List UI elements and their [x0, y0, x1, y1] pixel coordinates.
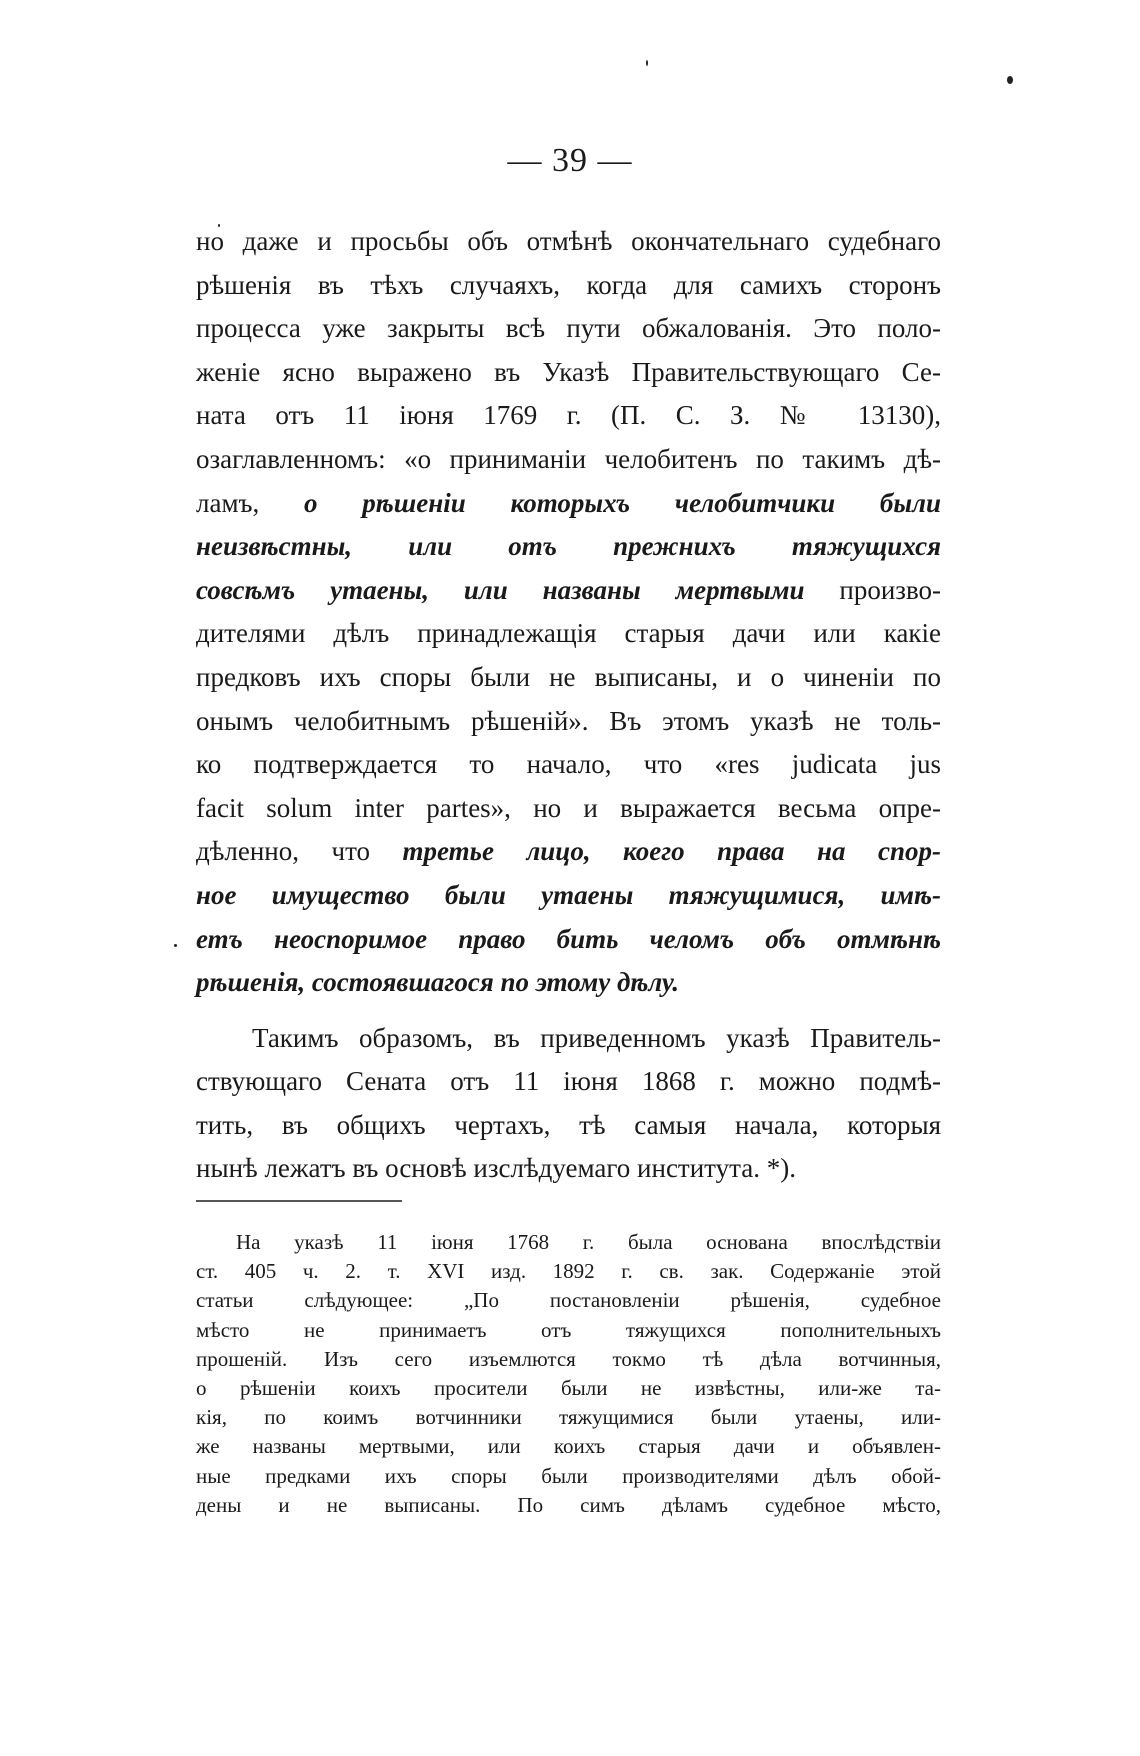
text-run: озаглавленномъ: «о приниманіи челобитенъ по такимъ дѣ-: [196, 443, 941, 474]
page-number: — 39 —: [507, 142, 633, 179]
text-line: [196, 787, 941, 831]
text-line: [196, 264, 941, 308]
ink-speck: [174, 944, 177, 947]
text-run: онымъ челобитнымъ рѣшеній». Въ этомъ указѣ не толь-: [196, 705, 941, 736]
footnote-line: статьи слѣдующее: „По постановленіи рѣшенія, судебное: [196, 1288, 941, 1313]
text-line: [196, 307, 941, 351]
text-line: [196, 1017, 941, 1061]
text-line: [196, 961, 941, 1005]
text-line: [196, 482, 941, 526]
footnote-line: о рѣшеніи коихъ просители были не извѣстны, или-же та-: [196, 1375, 941, 1400]
text-run: ламъ,: [196, 487, 305, 518]
text-line: [196, 438, 941, 482]
text-run: предковъ ихъ споры были не выписаны, и о чиненіи по: [196, 661, 941, 692]
text-run: Такимъ образомъ, въ приведенномъ указѣ Правитель-: [252, 1022, 941, 1053]
text-run: рѣшенія въ тѣхъ случаяхъ, когда для самихъ сторонъ: [196, 269, 941, 300]
emphasized-text: рѣшенія, состоявшагося по этому дѣлу.: [196, 967, 679, 998]
footnote-line: На указѣ 11 іюня 1768 г. была основана впослѣдствіи: [236, 1230, 941, 1254]
text-line: [196, 394, 941, 438]
text-line: [196, 743, 941, 787]
emphasized-text: неизвѣстны, или отъ прежнихъ тяжущихся: [196, 531, 941, 562]
paragraph-gap: [196, 1005, 941, 1017]
text-run: дителями дѣлъ принадлежащія старыя дачи или какіе: [196, 618, 941, 649]
footnote-line: ные предками ихъ споры были производителями дѣлъ обой-: [196, 1463, 941, 1488]
text-line: [196, 874, 941, 918]
text-run: facit solum inter partes», но и выражается весьма опре-: [196, 792, 941, 823]
text-line: [196, 569, 941, 613]
emphasized-text: о рѣшеніи которыхъ челобитчики были: [304, 487, 941, 518]
text-run: тить, въ общихъ чертахъ, тѣ самыя начала, которыя: [196, 1109, 941, 1140]
text-line: [196, 700, 941, 744]
ink-speck: [1007, 76, 1013, 84]
emphasized-text: совсѣмъ утаены, или названы мертвыми: [196, 574, 805, 605]
footnote-divider: [196, 1200, 402, 1202]
text-line: [196, 612, 941, 656]
emphasized-text: третье лицо, коего права на спор-: [402, 836, 941, 867]
text-run: ната отъ 11 іюня 1769 г. (П. С. З. № 13130),: [196, 400, 941, 431]
text-run: произво-: [804, 574, 942, 605]
text-run: ко подтверждается то начало, что «res judicata jus: [196, 749, 941, 780]
emphasized-text: ное имущество были утаены тяжущимися, имѣ-: [196, 879, 941, 910]
footnote-line: мѣсто не принимаетъ отъ тяжущихся пополнительныхъ: [196, 1317, 941, 1342]
text-run: женіе ясно выражено въ Указѣ Правительствующаго Се-: [196, 356, 941, 387]
footnote: [196, 1228, 941, 1520]
ink-speck: [646, 60, 648, 66]
text-run: но даже и просьбы объ отмѣнѣ окончательнаго судебнаго: [196, 226, 941, 256]
emphasized-text: етъ неоспоримое право бить челомъ объ отмѣнѣ: [196, 923, 941, 954]
text-line: [196, 220, 941, 264]
text-line: [196, 656, 941, 700]
text-line: [196, 1060, 941, 1104]
text-line: [196, 1147, 941, 1191]
footnote-line: дены и не выписаны. По симъ дѣламъ судебное мѣсто,: [196, 1492, 941, 1517]
text-run: дѣленно, что: [196, 836, 403, 867]
text-line: [196, 525, 941, 569]
footnote-line: кія, по коимъ вотчинники тяжущимися были утаены, или-: [196, 1405, 941, 1430]
text-line: [196, 1104, 941, 1148]
text-run: процесса уже закрыты всѣ пути обжалованія. Это поло-: [196, 313, 941, 344]
text-line: [196, 918, 941, 962]
footnote-line: же названы мертвыми, или коихъ старыя дачи и объявлен-: [196, 1434, 941, 1459]
footnote-line: ст. 405 ч. 2. т. XVI изд. 1892 г. св. зак. Содержаніе этой: [196, 1259, 941, 1284]
text-line: [196, 830, 941, 874]
footnote-line: прошеній. Изъ сего изъемлются токмо тѣ дѣла вотчинныя,: [196, 1346, 941, 1371]
text-run: нынѣ лежатъ въ основѣ изслѣдуемаго института. *).: [196, 1153, 796, 1184]
text-run: ствующаго Сената отъ 11 іюня 1868 г. можно подмѣ-: [196, 1066, 941, 1097]
text-line: [196, 351, 941, 395]
main-text: [196, 220, 941, 1191]
